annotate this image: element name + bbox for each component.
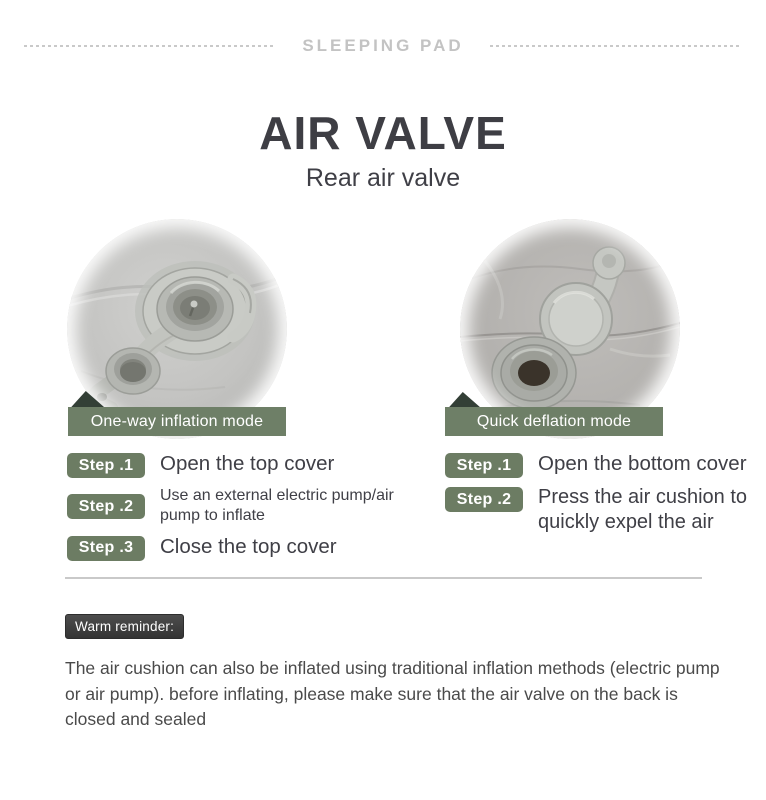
inflation-steps xyxy=(67,451,397,568)
deflation-mode-banner: Quick deflation mode xyxy=(445,407,663,436)
header-dash-right xyxy=(490,45,742,47)
warm-reminder-text: The air cushion can also be inflated using traditional inflation methods (electric pump or air pump). before inflating, please make sure that the air valve on the back is closed and sealed xyxy=(65,658,720,730)
step-text: Open the top cover xyxy=(160,452,335,476)
header-title: SLEEPING PAD xyxy=(302,36,464,55)
step-row xyxy=(67,451,397,478)
step-row xyxy=(67,534,397,561)
step-badge: Step .1 xyxy=(445,453,523,478)
quick-deflation-valve-photo xyxy=(460,219,680,439)
step-text: Open the bottom cover xyxy=(538,452,747,476)
step-row xyxy=(67,485,397,527)
banner-fold-icon xyxy=(443,392,481,408)
section-divider xyxy=(65,577,702,579)
step-text: Close the top cover xyxy=(160,535,337,559)
step-badge: Step .1 xyxy=(67,453,145,478)
step-badge: Step .2 xyxy=(445,487,523,512)
inflation-mode-banner: One-way inflation mode xyxy=(68,407,286,436)
deflation-valve-illustration xyxy=(460,219,680,439)
deflation-steps xyxy=(445,451,766,543)
step-badge: Step .3 xyxy=(67,536,145,561)
page-subtitle: Rear air valve xyxy=(305,164,461,192)
step-text: Press the air cushion to quickly expel the air xyxy=(538,486,747,534)
section-header xyxy=(0,34,766,58)
step-row xyxy=(445,451,766,478)
page-title: AIR VALVE xyxy=(259,107,507,159)
header-dash-left xyxy=(24,45,276,47)
step-badge: Step .2 xyxy=(67,494,145,519)
warm-reminder-badge: Warm reminder: xyxy=(65,614,184,639)
step-row xyxy=(445,485,766,536)
step-text: Use an external electric pump/air pump to inflate xyxy=(160,487,394,525)
